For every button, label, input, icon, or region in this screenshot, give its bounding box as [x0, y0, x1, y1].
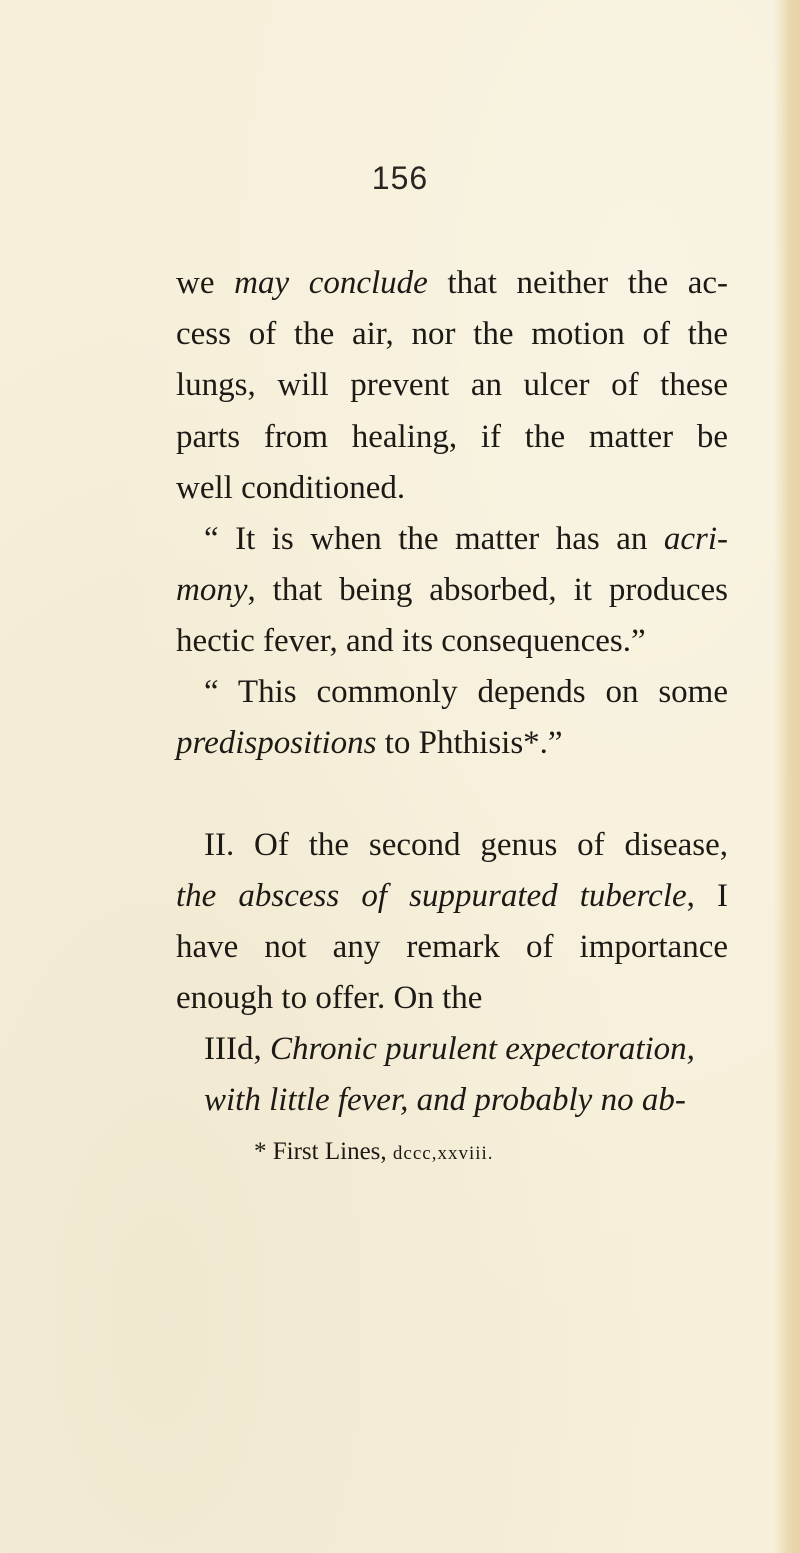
text-line: predispositions to Phthisis*.” [176, 725, 563, 761]
text-line: mony, that being absorbed, it produces [176, 572, 728, 608]
page-edge-shadow [774, 0, 800, 1553]
text-line: the abscess of suppurated tubercle, I [176, 878, 728, 914]
text-line: IIId, Chronic purulent expectoration, [204, 1031, 695, 1067]
text-line: enough to offer. On the [176, 980, 483, 1016]
footnote-marker: * [254, 1138, 267, 1165]
text-line: with little fever, and probably no ab- [204, 1082, 686, 1118]
text-line: well conditioned. [176, 470, 406, 506]
text-line: parts from healing, if the matter be [176, 419, 728, 455]
text-line: lungs, will prevent an ulcer of these [176, 367, 728, 403]
footnote [254, 1138, 494, 1166]
footnote-ref: dccc,xxviii. [392, 1143, 494, 1164]
page-number: 156 [371, 160, 429, 196]
text-line: hectic fever, and its consequences.” [176, 623, 646, 659]
text-line: have not any remark of importance [176, 929, 728, 965]
footnote-text: First Lines, [272, 1138, 387, 1165]
text-line: “ This commonly depends on some [204, 674, 728, 710]
text-line: “ It is when the matter has an acri- [204, 521, 728, 557]
text-line: we may conclude that neither the ac- [176, 265, 729, 301]
text-line: cess of the air, nor the motion of the [176, 316, 728, 352]
text-line: II. Of the second genus of disease, [204, 827, 728, 863]
